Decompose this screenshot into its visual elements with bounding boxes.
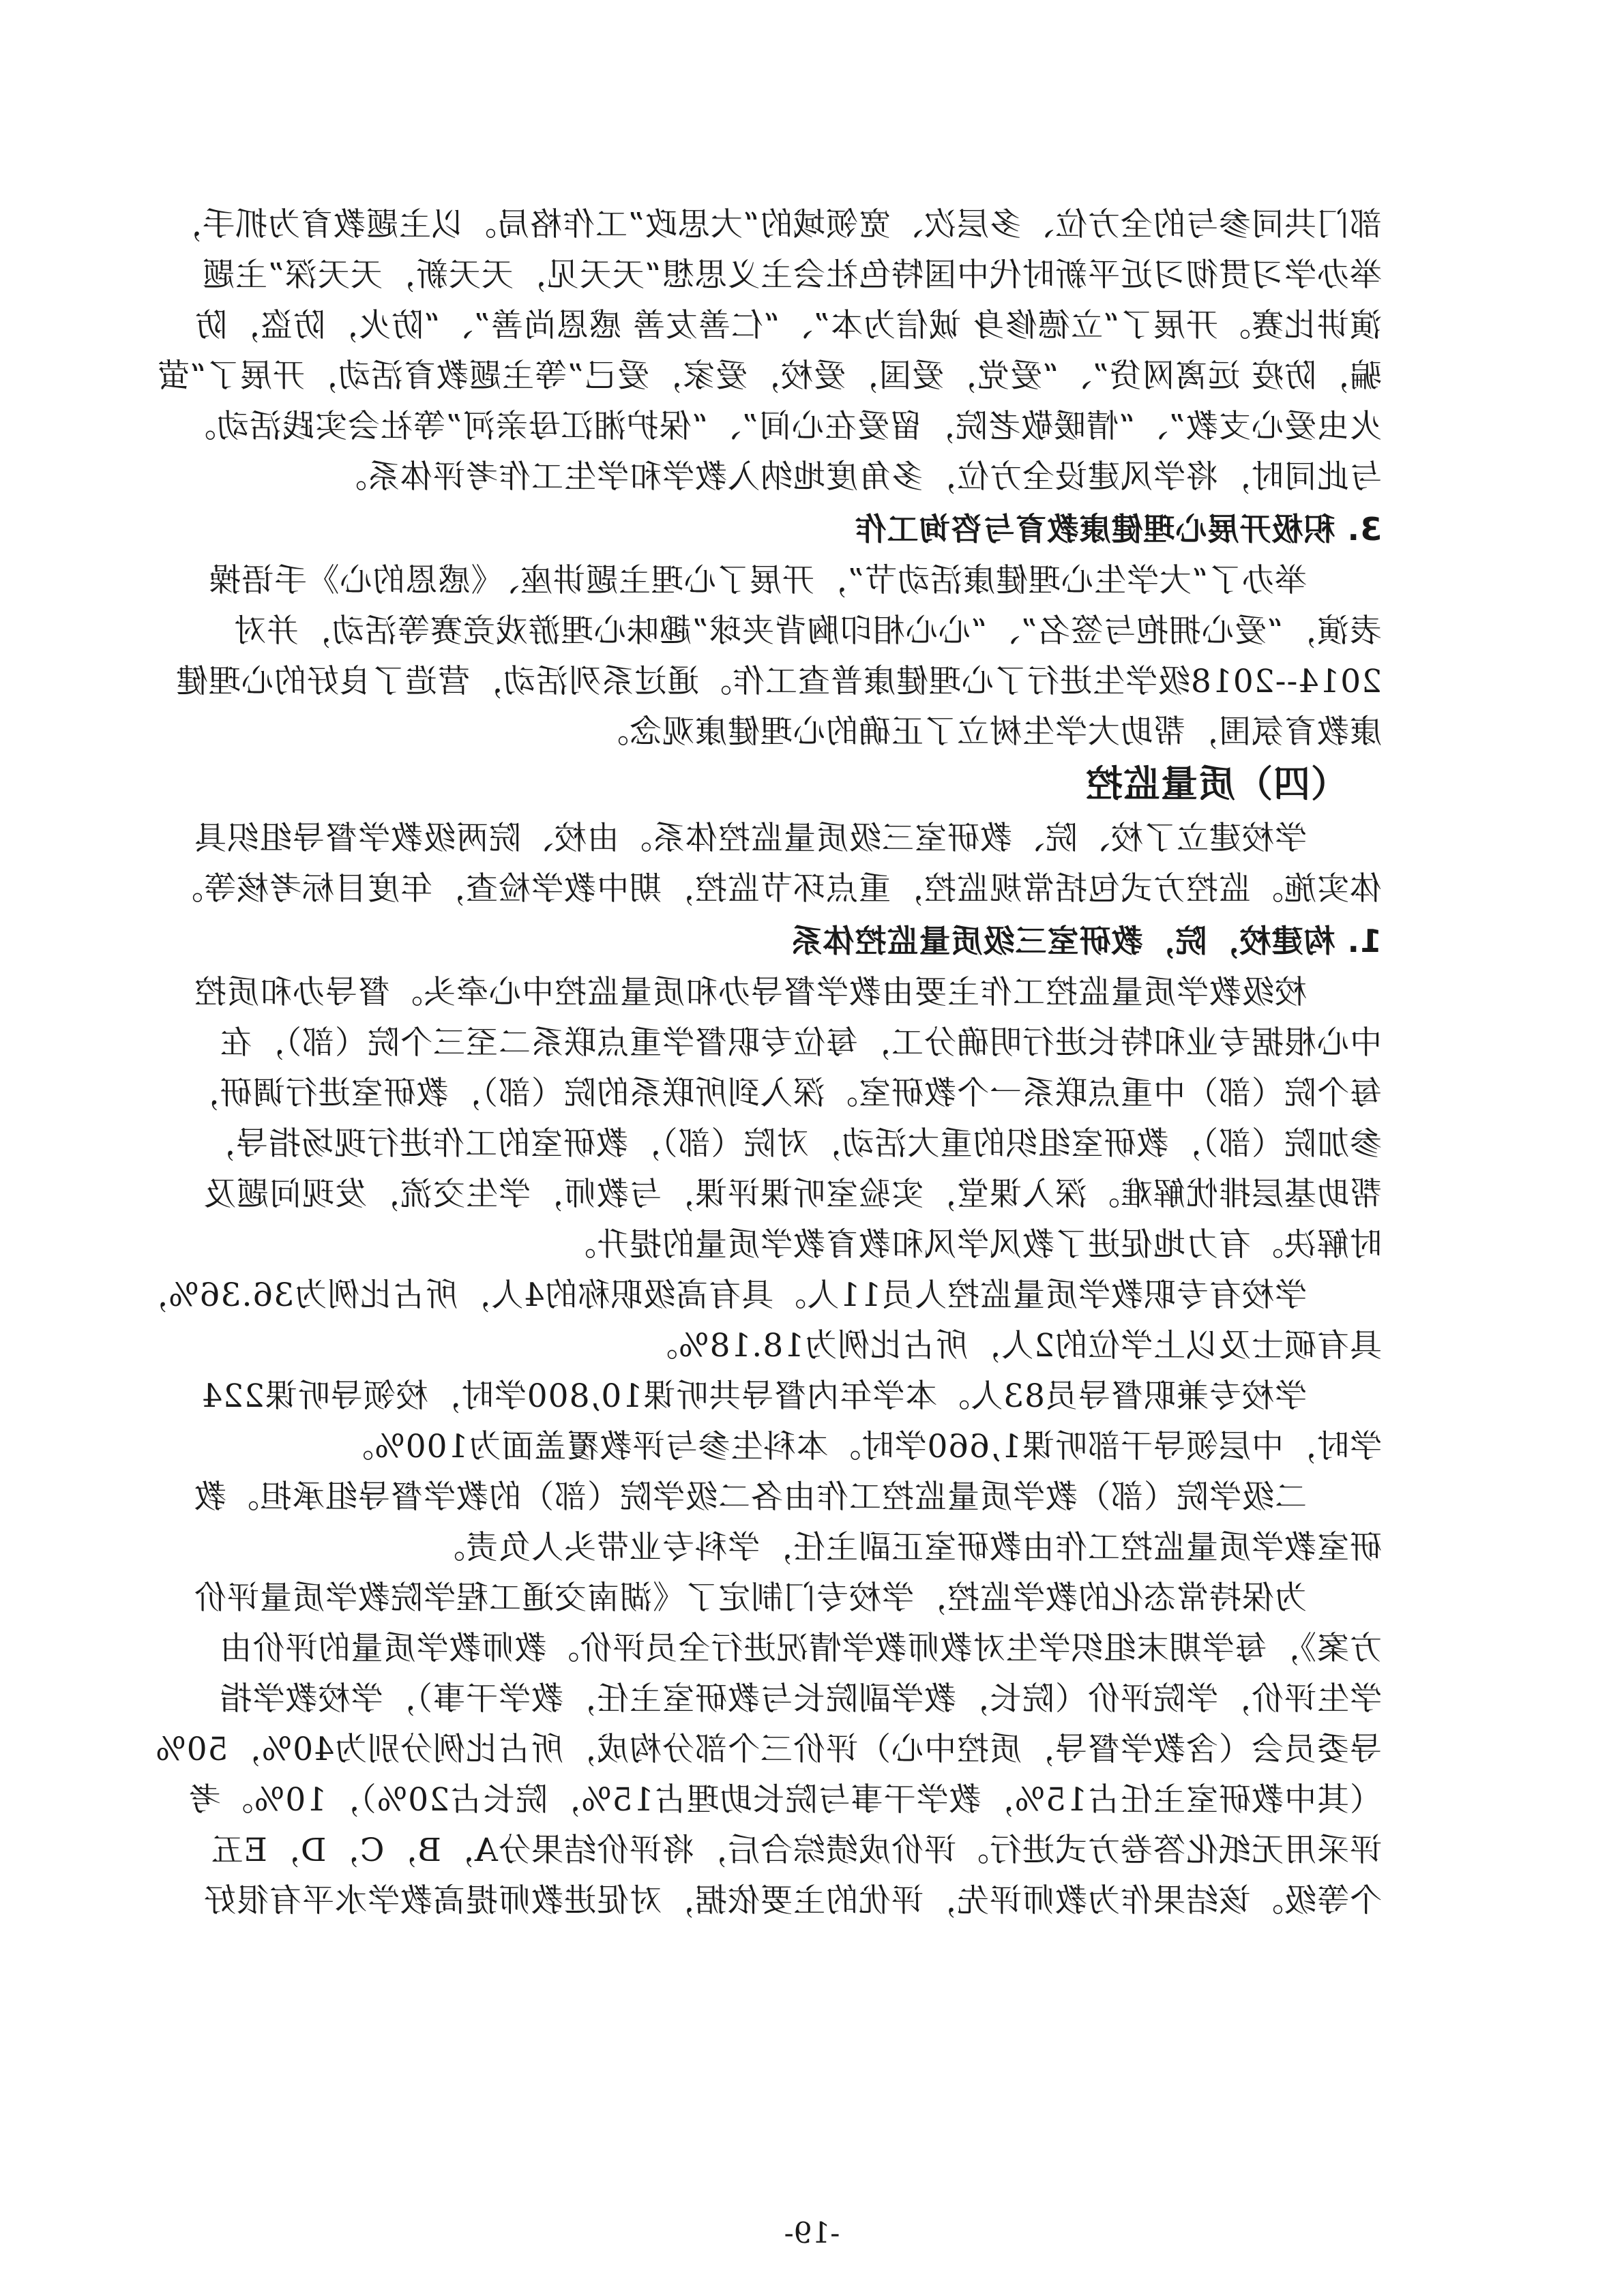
body-line: 康教育氛围，帮助大学生树立了正确的心理健康观念。 (596, 713, 1382, 751)
body-line: 部门共同参与的全方位、多层次、宽领域的“大思政”工作格局。以主题教育为抓手， (168, 206, 1382, 243)
body-line: 表演，“爱心拥抱与签名”、“心心相印胸背夹球”趣味心理游戏竞赛等活动，并对 (233, 612, 1382, 650)
body-line: 学校有专职教学质量监控人员11人。具有高级职称的4人，所占比例为36.36%， (135, 1277, 1307, 1314)
body-line: 体实施。监控方式包括常规监控，重点环节监控，期中教学检查，年度目标考核等。 (171, 870, 1382, 908)
page-number: -19- (784, 2216, 840, 2250)
body-line: 举办学习贯彻习近平新时代中国特色社会主义思想“天天见，天天新，天天深”主题 (201, 256, 1382, 294)
body-line: 为保持常态化的教学监控，学校专门制定了《湖南交通工程学院教学质量评价 (194, 1579, 1307, 1617)
body-line: 时解决。有力地促进了教风学风和教育教学质量的提升。 (563, 1226, 1382, 1264)
body-line: 学生评价，学院评价（院长，教学副院长与教研室主任，教学干事），学校教学指 (219, 1680, 1382, 1718)
body-line: 研室教学质量监控工作由教研室正副主任，学科专业带头人负责。 (432, 1529, 1382, 1566)
body-line: （其中教研室主任占15%，教学干事与院长助理占15%，院长占20%），10%。考 (188, 1781, 1382, 1819)
body-line: 2014--2018级学生进行了心理健康普查工作。通过系列活动，营造了良好的心理健 (175, 663, 1382, 700)
body-line: 参加院（部），教研室组织的重大活动，对院（部），教研室的工作进行现场指导， (203, 1125, 1382, 1163)
body-line: 学时，中层领导干部听课1,660学时。本科生参与评教覆盖面为100%。 (341, 1428, 1382, 1465)
body-line: 骗，防疫 远离网贷”、“爱党，爱国，爱校，爱家，爱己”等主题教育活动，开展了“萤 (156, 357, 1382, 395)
body-line: 举办了“大学生心理健康活动节”，开展了心理主题讲座、《感恩的心》手语操 (208, 562, 1307, 599)
body-line: 学校建立了校、院、教研室三级质量监控体系。由校、院两级教学督导组织具 (194, 820, 1307, 857)
body-line: 学校专兼职督导员83人。本学年内督导共听课10,800学时，校领导听课224 (201, 1377, 1307, 1415)
chapter-heading: （四）质量监控 (1085, 762, 1348, 805)
body-line: 方案》，每学期末组织学生对教师教学情况进行全员评价。教师教学质量的评价由 (219, 1630, 1382, 1667)
section-heading: 3. 积极开展心理健康教育与咨询工作 (854, 511, 1382, 548)
body-line: 导委员会（含教学督导，质控中心）评价三个部分构成，所占比例分别为40%，50% (155, 1731, 1382, 1768)
body-line: 帮助基层排忧解难。深入课堂，实验室听课评课，与教师，学生交流，发现问题及 (203, 1176, 1382, 1213)
body-line: 二级学院（部）教学质量监控工作由各二级学院（部）的教学督导组承担。教 (194, 1478, 1307, 1516)
body-line: 评采用无纸化答卷方式进行。评价成绩综合后，将评价结果分A，B，C，D，E五 (210, 1832, 1382, 1869)
body-line: 演讲比赛。开展了“立德修身 诚信为本”、“仁善友善 感恩尚善”、“防火，防盗，防 (194, 307, 1382, 344)
body-line: 与此同时，将学风建设全方位，多角度地纳入教学和学生工作考评体系。 (334, 458, 1382, 496)
body-line: 火虫爱心支教”、“情暖敬老院，留爱在心间”、“保护湘江母亲河”等社会实践活动。 (183, 408, 1382, 445)
body-line: 具有硕士及以上学位的2人，所占比例为18.18%。 (645, 1327, 1382, 1365)
body-line: 个等级。该结果作为教师评先，评优的主要依据，对促进教师提高教学水平有很好 (203, 1882, 1382, 1920)
section-heading: 1. 构建校，院，教研室三级质量监控体系 (790, 923, 1382, 959)
body-line: 校级教学质量监控工作主要由教学督导办和质量监控中心牵头。督导办和质控 (194, 974, 1307, 1011)
body-line: 中心根据专业和特长进行明确分工，每位专职督学重点联系二至三个院（部），在 (219, 1024, 1382, 1062)
body-line: 每个院（部）中重点联系一个教研室。深入到所联系的院（部），教研室进行调研， (186, 1075, 1382, 1112)
